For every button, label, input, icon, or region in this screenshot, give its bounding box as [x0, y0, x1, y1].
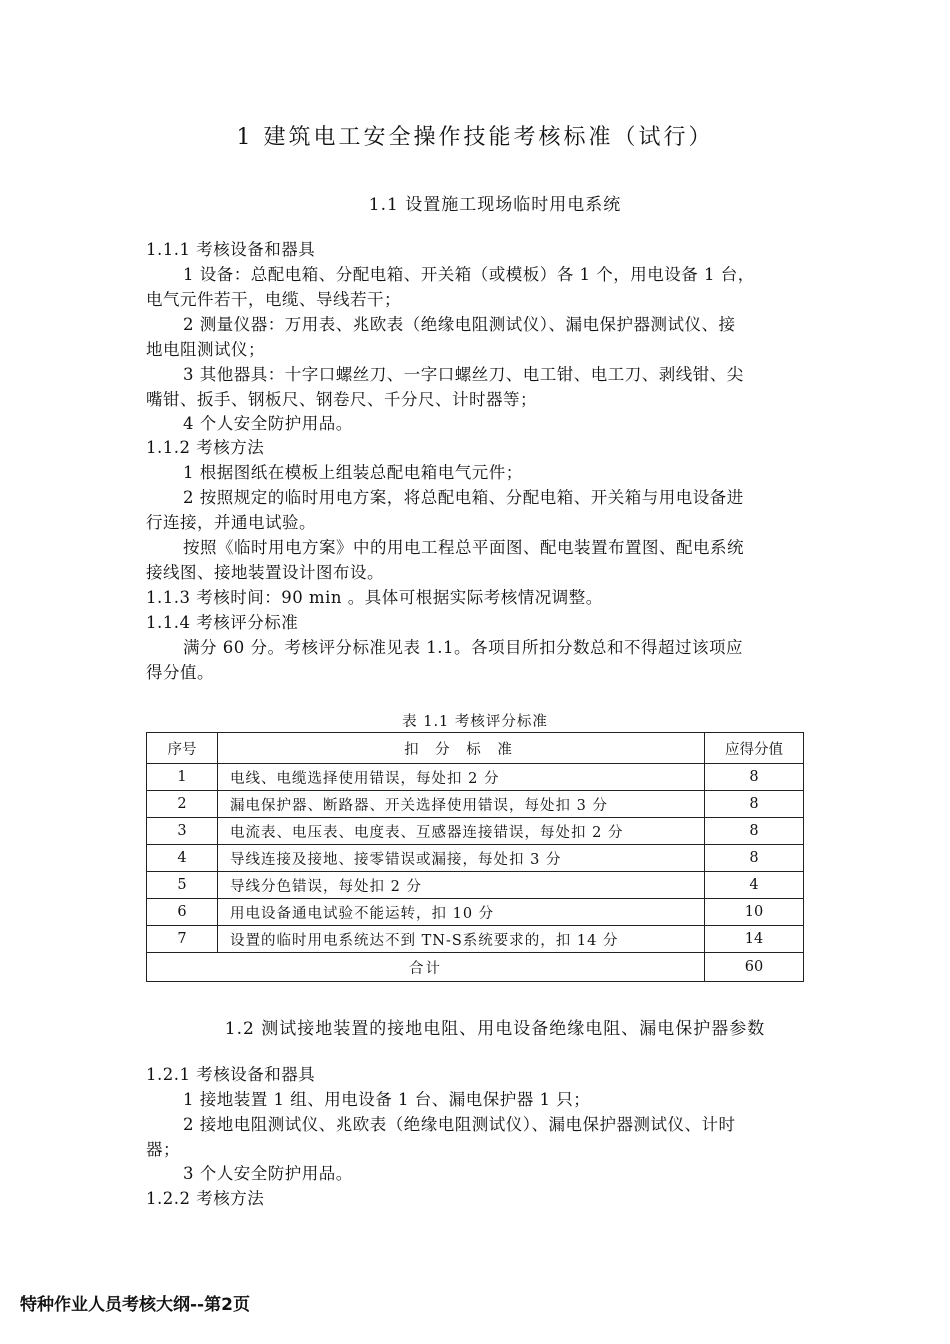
paragraph-line: 电气元件若干，电缆、导线若干；: [146, 290, 401, 309]
subsection-heading: 1.2.1 考核设备和器具: [146, 1065, 316, 1084]
paragraph-line: 2 接地电阻测试仪、兆欧表（绝缘电阻测试仪）、漏电保护器测试仪、计时: [183, 1115, 736, 1134]
row-text: 漏电保护器、断路器、开关选择使用错误，每处扣 3 分: [218, 791, 705, 818]
table-row: [147, 899, 804, 926]
paragraph-line: 嘴钳、扳手、钢板尺、钢卷尺、千分尺、计时器等；: [146, 390, 537, 409]
paragraph-line: 3 个人安全防护用品。: [183, 1164, 353, 1183]
paragraph-line: 1 根据图纸在模板上组装总配电箱电气元件；: [183, 463, 523, 482]
page-footer: 特种作业人员考核大纲--第2页: [20, 1295, 250, 1315]
row-no: 1: [147, 764, 218, 791]
row-text: 导线分色错误，每处扣 2 分: [218, 872, 705, 899]
paragraph-line: 行连接，并通电试验。: [146, 513, 316, 532]
page-title: 1 建筑电工安全操作技能考核标准（试行）: [236, 125, 714, 150]
table-total-row: [147, 953, 804, 982]
subsection-heading: 1.2.2 考核方法: [146, 1189, 265, 1208]
subsection-heading: 1.1.4 考核评分标准: [146, 613, 299, 632]
row-text: 电流表、电压表、电度表、互感器连接错误，每处扣 2 分: [218, 818, 705, 845]
row-text: 设置的临时用电系统达不到 TN-S系统要求的，扣 14 分: [218, 926, 705, 953]
section-heading-1-2: 1.2 测试接地装置的接地电阻、用电设备绝缘电阻、漏电保护器参数: [224, 1019, 766, 1039]
row-score: 4: [705, 872, 804, 899]
total-score: 60: [705, 953, 804, 982]
row-score: 8: [705, 764, 804, 791]
row-text: 用电设备通电试验不能运转，扣 10 分: [218, 899, 705, 926]
row-score: 8: [705, 818, 804, 845]
paragraph-line: 器；: [146, 1140, 180, 1159]
paragraph-line: 2 测量仪器：万用表、兆欧表（绝缘电阻测试仪）、漏电保护器测试仪、接: [183, 315, 736, 334]
table-row: [147, 926, 804, 953]
paragraph-line: 地电阻测试仪；: [146, 340, 265, 359]
table-caption: 表 1.1 考核评分标准: [402, 714, 548, 730]
paragraph-line: 1 接地装置 1 组、用电设备 1 台、漏电保护器 1 只；: [183, 1090, 591, 1109]
row-no: 3: [147, 818, 218, 845]
row-no: 2: [147, 791, 218, 818]
table-header-row: [147, 733, 804, 764]
table-row: [147, 818, 804, 845]
row-text: 电线、电缆选择使用错误，每处扣 2 分: [218, 764, 705, 791]
row-no: 6: [147, 899, 218, 926]
paragraph-line: 得分值。: [146, 663, 214, 682]
row-no: 5: [147, 872, 218, 899]
table-row: [147, 791, 804, 818]
row-score: 8: [705, 845, 804, 872]
row-text: 导线连接及接地、接零错误或漏接，每处扣 3 分: [218, 845, 705, 872]
paragraph-line: 3 其他器具：十字口螺丝刀、一字口螺丝刀、电工钳、电工刀、剥线钳、尖: [183, 365, 744, 384]
paragraph-line: 接线图、接地装置设计图布设。: [146, 563, 384, 582]
table-row: [147, 764, 804, 791]
subsection-heading: 1.1.3 考核时间：90 min 。具体可根据实际考核情况调整。: [146, 588, 603, 607]
table-row: [147, 872, 804, 899]
header-criteria: 扣 分 标 准: [218, 733, 705, 764]
header-score: 应得分值: [705, 733, 804, 764]
paragraph-line: 4 个人安全防护用品。: [183, 414, 353, 433]
paragraph-line: 2 按照规定的临时用电方案，将总配电箱、分配电箱、开关箱与用电设备进: [183, 488, 744, 507]
header-no: 序号: [147, 733, 218, 764]
paragraph-line: 按照《临时用电方案》中的用电工程总平面图、配电装置布置图、配电系统: [183, 538, 744, 557]
paragraph-line: 满分 60 分。考核评分标准见表 1.1。各项目所扣分数总和不得超过该项应: [183, 638, 743, 657]
scoring-table: [146, 732, 804, 982]
row-score: 8: [705, 791, 804, 818]
subsection-heading: 1.1.2 考核方法: [146, 438, 265, 457]
row-score: 14: [705, 926, 804, 953]
subsection-heading: 1.1.1 考核设备和器具: [146, 240, 316, 259]
paragraph-line: 1 设备：总配电箱、分配电箱、开关箱（或模板）各 1 个，用电设备 1 台，: [183, 265, 755, 284]
row-no: 7: [147, 926, 218, 953]
section-heading-1-1: 1.1 设置施工现场临时用电系统: [368, 195, 622, 215]
row-no: 4: [147, 845, 218, 872]
table-row: [147, 845, 804, 872]
total-label: 合计: [147, 953, 705, 982]
row-score: 10: [705, 899, 804, 926]
